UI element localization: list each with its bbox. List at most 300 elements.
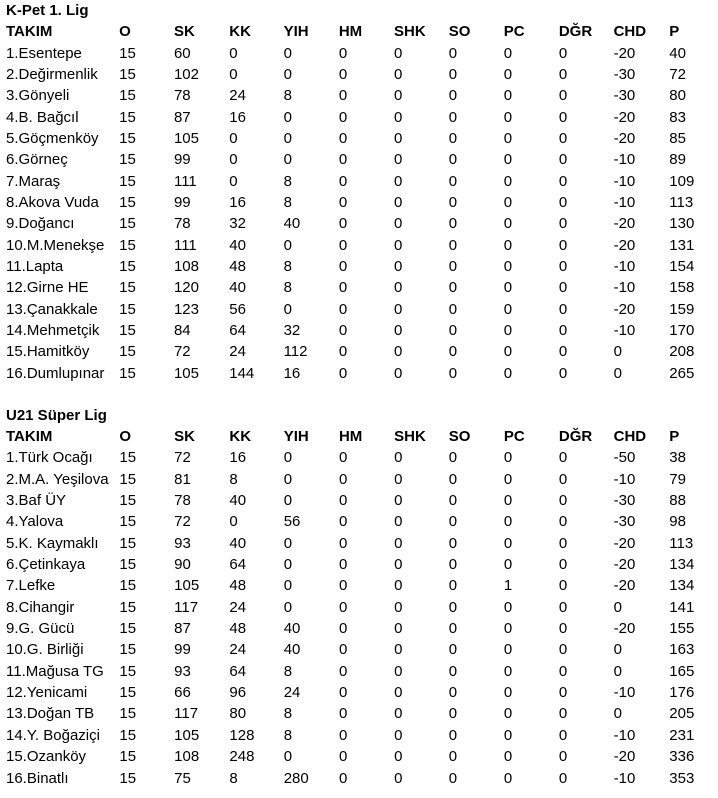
table-row	[6, 575, 718, 596]
stat-cell: 0	[613, 705, 622, 723]
stat-cell: 8	[283, 172, 292, 190]
stat-cell: -20	[613, 577, 636, 595]
stat-cell: 0	[338, 513, 348, 531]
stat-cell: 0	[558, 343, 568, 361]
stat-cell: 0	[394, 492, 403, 510]
stat-cell: 353	[669, 769, 695, 787]
stat-cell: 0	[448, 769, 458, 787]
standings-table	[6, 426, 718, 789]
stat-cell: 75	[174, 769, 191, 787]
stat-cell: 108	[173, 257, 199, 275]
stat-cell: 8	[229, 470, 238, 488]
table-row	[6, 192, 718, 213]
stat-cell: 0	[558, 598, 568, 616]
table-row	[6, 618, 718, 639]
column-header: PC	[503, 428, 525, 446]
stat-cell: 0	[558, 87, 568, 105]
stat-cell: 64	[229, 556, 247, 574]
table-row	[6, 533, 718, 554]
stat-cell: 0	[338, 44, 348, 62]
stat-cell: 0	[448, 364, 458, 382]
stat-cell: 0	[394, 449, 403, 467]
table-row	[6, 511, 718, 532]
stat-cell: 0	[394, 620, 403, 638]
stat-cell: 0	[394, 769, 403, 787]
stat-cell: 15	[119, 300, 136, 318]
stat-cell: 98	[669, 513, 686, 531]
stat-cell: 16	[229, 108, 246, 126]
stat-cell: 0	[558, 321, 568, 339]
header-row	[6, 426, 718, 447]
stat-cell: 8	[283, 662, 293, 680]
column-header: TAKIM	[6, 23, 53, 41]
stat-cell: 0	[503, 705, 513, 723]
stat-cell: 15	[119, 577, 137, 595]
stat-cell: 15	[119, 513, 137, 531]
table-row	[6, 42, 718, 63]
stat-cell: 0	[394, 65, 403, 83]
stat-cell: -10	[613, 279, 636, 297]
stat-cell: 0	[448, 321, 458, 339]
team-name-cell: 11.Mağusa TG	[6, 662, 104, 680]
stat-cell: 15	[119, 748, 137, 766]
stat-cell: 15	[119, 257, 136, 275]
table-row	[6, 64, 718, 85]
stat-cell: 15	[119, 108, 136, 126]
stat-cell: 0	[394, 129, 403, 147]
stat-cell: 0	[503, 470, 513, 488]
league-title: K-Pet 1. Lig	[6, 2, 89, 19]
column-header: SO	[448, 23, 471, 41]
stat-cell: 113	[669, 534, 694, 552]
team-name-cell: 7.Lefke	[6, 577, 56, 595]
stat-cell: 32	[229, 215, 246, 233]
stat-cell: 0	[558, 577, 568, 595]
stat-cell: 0	[338, 236, 348, 254]
stat-cell: 40	[283, 620, 301, 638]
stat-cell: 40	[283, 641, 301, 659]
stat-cell: 134	[669, 577, 695, 595]
stat-cell: -20	[613, 556, 636, 574]
stat-cell: -20	[613, 108, 636, 126]
table-row	[6, 447, 718, 468]
section-spacer	[6, 384, 718, 405]
stat-cell: 0	[503, 513, 513, 531]
column-header: SO	[448, 428, 471, 446]
stat-cell: 40	[229, 492, 247, 510]
stat-cell: 40	[229, 279, 246, 297]
stat-cell: 64	[229, 321, 246, 339]
stat-cell: 0	[448, 534, 458, 552]
stat-cell: 0	[394, 321, 403, 339]
stat-cell: 0	[338, 279, 348, 297]
league-section-u21	[6, 405, 718, 789]
stat-cell: 0	[448, 65, 458, 83]
table-row	[6, 639, 718, 660]
stat-cell: 0	[229, 151, 238, 169]
stat-cell: 15	[119, 641, 137, 659]
stat-cell: 155	[669, 620, 695, 638]
stat-cell: 0	[283, 236, 292, 254]
stat-cell: 0	[448, 215, 458, 233]
stat-cell: 0	[394, 343, 403, 361]
stat-cell: -10	[613, 684, 636, 702]
stat-cell: 134	[669, 556, 695, 574]
stat-cell: -20	[613, 44, 636, 62]
table-row	[6, 554, 718, 575]
stat-cell: 0	[558, 300, 568, 318]
stat-cell: 0	[448, 556, 458, 574]
stat-cell: 0	[283, 129, 292, 147]
stat-cell: 0	[503, 108, 513, 126]
column-header: KK	[229, 23, 251, 41]
stat-cell: 15	[119, 598, 137, 616]
stat-cell: 93	[174, 662, 191, 680]
team-name-cell: 16.Binatlı	[6, 769, 69, 787]
stat-cell: 0	[558, 470, 568, 488]
table-row	[6, 234, 718, 255]
stat-cell: 15	[119, 726, 137, 744]
team-name-cell: 5.Göçmenköy	[6, 129, 99, 147]
stat-cell: 0	[394, 87, 403, 105]
stat-cell: 0	[558, 65, 568, 83]
stat-cell: 72	[669, 65, 686, 83]
table-row	[6, 490, 718, 511]
table-row	[6, 746, 718, 767]
stat-cell: 48	[229, 620, 247, 638]
stat-cell: 0	[448, 129, 458, 147]
stat-cell: 0	[613, 343, 622, 361]
stat-cell: 0	[503, 620, 513, 638]
column-header: DĞR	[558, 23, 593, 41]
stat-cell: 83	[669, 108, 686, 126]
stat-cell: 0	[448, 705, 458, 723]
stat-cell: 176	[669, 684, 695, 702]
stat-cell: 0	[448, 279, 458, 297]
stat-cell: 48	[229, 577, 247, 595]
league-title: U21 Süper Lig	[6, 406, 107, 424]
stat-cell: -30	[613, 513, 636, 531]
table-row	[6, 149, 718, 170]
stat-cell: 0	[448, 726, 458, 744]
stat-cell: 24	[229, 87, 246, 105]
stat-cell: 0	[558, 769, 568, 787]
stat-cell: 131	[669, 236, 695, 254]
stat-cell: 0	[503, 279, 513, 297]
stat-cell: 66	[174, 684, 191, 702]
stat-cell: 80	[229, 705, 247, 723]
stat-cell: 0	[448, 108, 458, 126]
stat-cell: 0	[283, 44, 292, 62]
table-row	[6, 320, 718, 341]
stat-cell: 15	[119, 44, 136, 62]
stat-cell: 8	[283, 705, 293, 723]
column-header: SK	[174, 428, 196, 446]
table-row	[6, 597, 718, 618]
column-header: O	[119, 23, 131, 41]
stat-cell: 56	[229, 300, 246, 318]
stat-cell: 78	[173, 215, 191, 233]
table-row	[6, 213, 718, 234]
table-row	[6, 341, 718, 362]
stat-cell: 40	[229, 236, 246, 254]
stat-cell: 87	[173, 108, 191, 126]
stat-cell: 0	[503, 321, 513, 339]
stat-cell: 0	[503, 492, 513, 510]
stat-cell: 0	[448, 449, 458, 467]
team-name-cell: 9.Doğancı	[6, 215, 75, 233]
stat-cell: 24	[229, 343, 246, 361]
team-name-cell: 6.Çetinkaya	[6, 556, 86, 574]
league-section-kpet	[6, 0, 718, 384]
table-row	[6, 85, 718, 106]
stat-cell: 0	[448, 343, 458, 361]
stat-cell: 99	[173, 151, 191, 169]
stat-cell: 8	[283, 726, 293, 744]
stat-cell: 0	[448, 620, 458, 638]
stat-cell: 0	[394, 364, 403, 382]
stat-cell: 113	[669, 193, 694, 211]
stat-cell: 0	[229, 44, 238, 62]
team-name-cell: 1.Esentepe	[6, 44, 82, 62]
stat-cell: 0	[558, 726, 568, 744]
stat-cell: 0	[338, 215, 348, 233]
stat-cell: 336	[669, 748, 695, 766]
stat-cell: 111	[173, 236, 197, 254]
column-header: SHK	[394, 428, 426, 446]
team-name-cell: 3.Gönyeli	[6, 87, 70, 105]
stat-cell: 80	[669, 87, 686, 105]
column-header: CHD	[613, 23, 647, 41]
stat-cell: 0	[283, 577, 293, 595]
stat-cell: 24	[229, 598, 247, 616]
stat-cell: 102	[173, 65, 199, 83]
stat-cell: 108	[174, 748, 200, 766]
stat-cell: 8	[283, 279, 292, 297]
stat-cell: 0	[338, 641, 348, 659]
stat-cell: 48	[229, 257, 246, 275]
team-name-cell: 13.Çanakkale	[6, 300, 98, 318]
stat-cell: 130	[669, 215, 695, 233]
stat-cell: 0	[394, 534, 403, 552]
stat-cell: 0	[558, 748, 568, 766]
stat-cell: 0	[338, 364, 348, 382]
stat-cell: 0	[558, 705, 568, 723]
stat-cell: 0	[503, 748, 513, 766]
stat-cell: 0	[448, 641, 458, 659]
stat-cell: 0	[283, 108, 292, 126]
stat-cell: 0	[558, 641, 568, 659]
stat-cell: 0	[338, 577, 348, 595]
stat-cell: 0	[448, 684, 458, 702]
stat-cell: 38	[669, 449, 686, 467]
stat-cell: 120	[173, 279, 199, 297]
stat-cell: 0	[448, 513, 458, 531]
team-name-cell: 4.Yalova	[6, 513, 64, 531]
stat-cell: 0	[558, 513, 568, 531]
table-row	[6, 725, 718, 746]
stat-cell: 72	[173, 343, 191, 361]
table-row	[6, 363, 718, 384]
stat-cell: 117	[174, 705, 199, 723]
stat-cell: 0	[338, 343, 348, 361]
table-row	[6, 661, 718, 682]
stat-cell: 0	[394, 577, 403, 595]
stat-cell: 0	[448, 151, 458, 169]
stat-cell: 0	[558, 556, 568, 574]
stat-cell: 0	[338, 172, 348, 190]
stat-cell: 112	[283, 343, 308, 361]
stat-cell: 0	[558, 684, 568, 702]
table-row	[6, 128, 718, 149]
stat-cell: 0	[503, 684, 513, 702]
stat-cell: 141	[669, 598, 695, 616]
stat-cell: 0	[558, 108, 568, 126]
stat-cell: 15	[119, 151, 136, 169]
team-name-cell: 15.Hamitköy	[6, 343, 90, 361]
stat-cell: 0	[503, 556, 513, 574]
stat-cell: 15	[119, 364, 136, 382]
stat-cell: 15	[119, 769, 137, 787]
stat-cell: 0	[448, 748, 458, 766]
stat-cell: 128	[229, 726, 255, 744]
stat-cell: 144	[229, 364, 255, 382]
stat-cell: 0	[338, 769, 348, 787]
stat-cell: 72	[174, 513, 191, 531]
table-row	[6, 277, 718, 298]
stat-cell: 0	[503, 726, 513, 744]
column-header: PC	[503, 23, 525, 41]
stat-cell: 0	[503, 300, 513, 318]
stat-cell: 8	[283, 193, 292, 211]
stat-cell: 0	[338, 705, 348, 723]
stat-cell: 15	[119, 449, 137, 467]
stat-cell: 0	[558, 172, 568, 190]
stat-cell: 15	[119, 321, 136, 339]
stat-cell: 0	[613, 364, 622, 382]
stat-cell: 15	[119, 87, 136, 105]
stat-cell: 0	[338, 684, 348, 702]
team-name-cell: 12.Girne HE	[6, 279, 89, 297]
stat-cell: 24	[283, 684, 301, 702]
table-row	[6, 703, 718, 724]
stat-cell: 0	[338, 129, 348, 147]
stat-cell: 93	[174, 534, 191, 552]
stat-cell: 8	[283, 257, 292, 275]
table-row	[6, 170, 718, 191]
stat-cell: 231	[669, 726, 695, 744]
team-name-cell: 6.Görneç	[6, 151, 68, 169]
stat-cell: 0	[394, 236, 403, 254]
column-header: YIH	[283, 23, 309, 41]
stat-cell: 0	[338, 108, 348, 126]
stat-cell: 88	[669, 492, 686, 510]
stat-cell: 72	[174, 449, 191, 467]
stat-cell: 15	[119, 620, 137, 638]
stat-cell: 0	[394, 151, 403, 169]
stat-cell: 90	[174, 556, 191, 574]
stat-cell: 0	[229, 172, 238, 190]
stat-cell: -10	[613, 321, 636, 339]
team-name-cell: 2.M.A. Yeşilova	[6, 470, 109, 488]
stat-cell: 0	[394, 598, 403, 616]
stat-cell: 0	[394, 279, 403, 297]
stat-cell: 0	[503, 151, 513, 169]
stat-cell: 0	[558, 44, 568, 62]
stat-cell: 0	[283, 470, 293, 488]
team-name-cell: 12.Yenicami	[6, 684, 88, 702]
stat-cell: -20	[613, 236, 636, 254]
stat-cell: 0	[558, 151, 568, 169]
stat-cell: 0	[558, 257, 568, 275]
column-header: P	[669, 23, 680, 41]
team-name-cell: 16.Dumlupınar	[6, 364, 105, 382]
stat-cell: 0	[448, 470, 458, 488]
team-name-cell: 14.Mehmetçik	[6, 321, 100, 339]
stat-cell: 0	[338, 598, 348, 616]
stat-cell: 0	[338, 151, 348, 169]
stat-cell: 99	[173, 193, 191, 211]
stat-cell: 0	[448, 193, 458, 211]
column-header: KK	[229, 428, 252, 446]
team-name-cell: 8.Akova Vuda	[6, 193, 99, 211]
stat-cell: 8	[229, 769, 238, 787]
table-row	[6, 106, 718, 127]
stat-cell: 170	[669, 321, 695, 339]
stat-cell: -10	[613, 769, 636, 787]
stat-cell: 0	[338, 534, 348, 552]
column-header: SK	[173, 23, 195, 41]
team-name-cell: 15.Ozanköy	[6, 748, 87, 766]
stat-cell: -10	[613, 193, 636, 211]
team-name-cell: 11.Lapta	[6, 257, 64, 275]
stat-cell: 16	[229, 193, 246, 211]
stat-cell: 0	[394, 44, 403, 62]
stat-cell: 15	[119, 343, 136, 361]
stat-cell: -10	[613, 172, 636, 190]
stat-cell: -50	[613, 449, 636, 467]
stat-cell: 15	[119, 492, 137, 510]
stat-cell: 0	[394, 215, 403, 233]
stat-cell: 0	[338, 492, 348, 510]
column-header: O	[119, 428, 132, 446]
stat-cell: 0	[283, 748, 293, 766]
stat-cell: 15	[119, 470, 137, 488]
stat-cell: 158	[669, 279, 695, 297]
stat-cell: 32	[283, 321, 301, 339]
stat-cell: 0	[558, 662, 568, 680]
stat-cell: 85	[669, 129, 686, 147]
stat-cell: 0	[613, 641, 622, 659]
stat-cell: -10	[613, 726, 636, 744]
stat-cell: 15	[119, 215, 136, 233]
stat-cell: 248	[229, 748, 255, 766]
stat-cell: 0	[503, 449, 513, 467]
stat-cell: -30	[613, 87, 636, 105]
stat-cell: 0	[503, 662, 513, 680]
stat-cell: -20	[613, 129, 636, 147]
stat-cell: 0	[338, 470, 348, 488]
stat-cell: 0	[394, 470, 403, 488]
stat-cell: 0	[338, 321, 348, 339]
stat-cell: 0	[558, 236, 568, 254]
stat-cell: 96	[229, 684, 247, 702]
column-header: HM	[338, 23, 363, 41]
stat-cell: 123	[173, 300, 199, 318]
stat-cell: 89	[669, 151, 686, 169]
stat-cell: 0	[448, 300, 458, 318]
stat-cell: 0	[338, 87, 348, 105]
